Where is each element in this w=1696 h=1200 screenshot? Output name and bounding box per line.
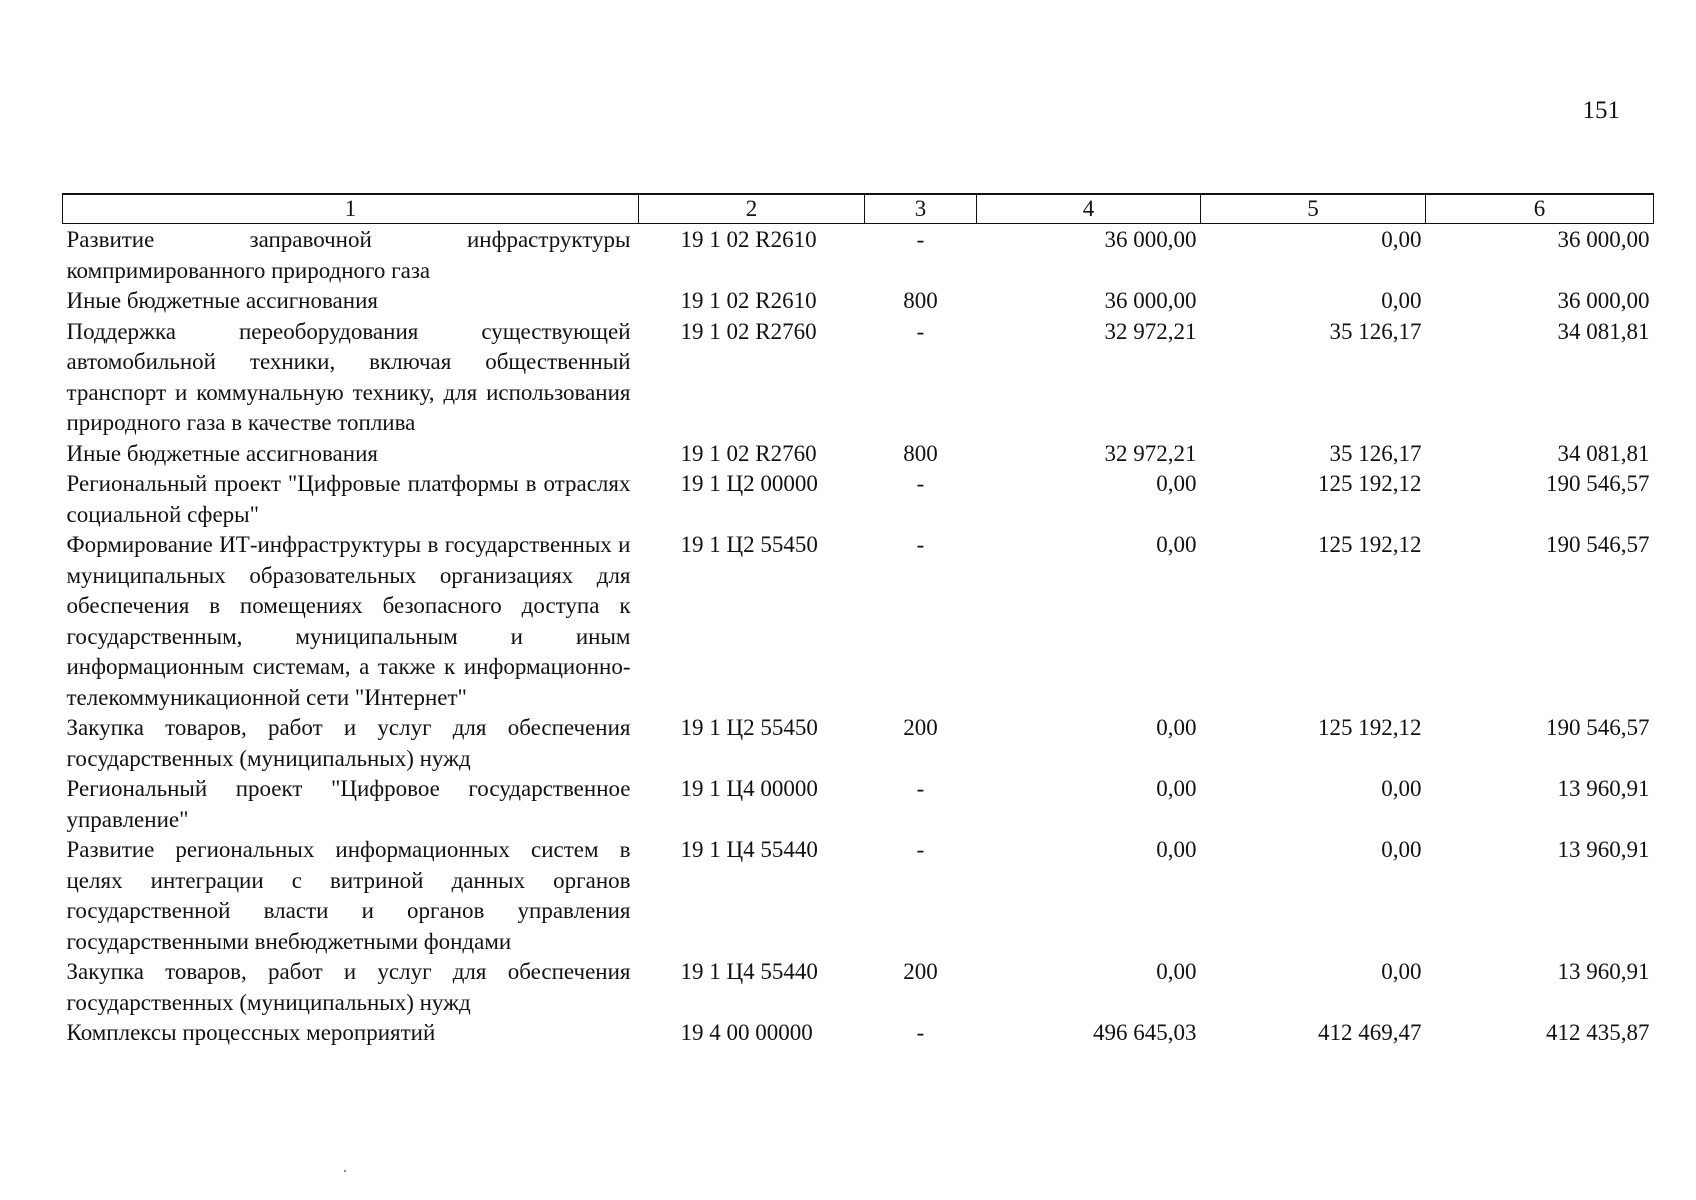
- row-code: 19 1 02 R2760: [680, 318, 817, 344]
- row-value-4: 496 645,03: [1093, 1020, 1197, 1045]
- row-code: 19 1 02 R2760: [680, 440, 817, 466]
- table-row: [63, 1018, 1654, 1049]
- header-col-1: 1: [63, 194, 639, 224]
- row-value-6: 190 546,57: [1546, 532, 1650, 557]
- header-col-2: 2: [639, 194, 865, 224]
- row-value-4: 32 972,21: [1104, 318, 1197, 344]
- row-code: 19 4 00 00000: [680, 1020, 813, 1045]
- row-value-6: 190 546,57: [1546, 471, 1650, 496]
- table-row: [63, 774, 1654, 835]
- row-type: -: [916, 471, 925, 496]
- row-value-5: 125 192,12: [1318, 715, 1422, 740]
- page-number: 151: [1582, 97, 1620, 124]
- row-value-6: 13 960,91: [1557, 837, 1650, 862]
- table-header: [63, 194, 1654, 224]
- row-value-4: 0,00: [1156, 959, 1197, 984]
- row-value-5: 412 469,47: [1318, 1020, 1422, 1045]
- row-value-5: 125 192,12: [1318, 471, 1422, 496]
- row-code: 19 1 Ц4 55440: [680, 837, 818, 862]
- row-code: 19 1 Ц4 55440: [680, 959, 818, 984]
- row-type: 800: [903, 440, 938, 466]
- scan-speck: [344, 1170, 346, 1172]
- row-value-5: 0,00: [1381, 227, 1422, 252]
- row-value-4: 32 972,21: [1104, 440, 1197, 466]
- table-row: [63, 530, 1654, 713]
- row-type: -: [916, 1020, 925, 1045]
- row-code: 19 1 02 R2610: [680, 288, 817, 313]
- row-value-4: 36 000,00: [1104, 227, 1197, 252]
- row-value-5: 0,00: [1381, 837, 1422, 862]
- row-name: Формирование ИТ-инфраструктуры в государственных и муниципальных образовательных организациях для обеспечения в помещениях безопасного доступа к государственным, муниципальным и иным информационным системам, а также к информационно-телекоммуникационной сети "Интернет": [66, 532, 631, 710]
- row-name: Региональный проект "Цифровые платформы в отраслях социальной сферы": [66, 471, 631, 527]
- table-row: [63, 224, 1654, 287]
- row-value-6: 36 000,00: [1557, 288, 1650, 313]
- row-name: Иные бюджетные ассигнования: [66, 288, 378, 313]
- row-value-4: 0,00: [1156, 715, 1197, 740]
- row-value-5: 0,00: [1381, 959, 1422, 984]
- row-value-6: 13 960,91: [1557, 776, 1650, 801]
- row-value-6: 412 435,87: [1546, 1020, 1650, 1045]
- row-code: 19 1 Ц4 00000: [680, 776, 818, 801]
- header-col-5: 5: [1201, 194, 1426, 224]
- row-name: Развитие региональных информационных систем в целях интеграции с витриной данных органов государственной власти и органов управления государственными внебюджетными фондами: [66, 837, 631, 954]
- row-code: 19 1 02 R2610: [680, 227, 817, 252]
- row-type: -: [916, 318, 925, 344]
- row-value-4: 0,00: [1156, 837, 1197, 862]
- table-row: [63, 317, 1654, 439]
- row-value-4: 36 000,00: [1104, 288, 1197, 313]
- row-value-4: 0,00: [1156, 776, 1197, 801]
- row-code: 19 1 Ц2 55450: [680, 532, 818, 557]
- header-col-6: 6: [1426, 194, 1654, 224]
- row-name: Закупка товаров, работ и услуг для обеспечения государственных (муниципальных) нужд: [66, 959, 631, 1015]
- row-value-6: 190 546,57: [1546, 715, 1650, 740]
- row-value-5: 35 126,17: [1329, 318, 1422, 344]
- header-col-3: 3: [865, 194, 977, 224]
- table-row: [63, 469, 1654, 530]
- row-type: -: [916, 837, 925, 862]
- row-code: 19 1 Ц2 00000: [680, 471, 818, 496]
- row-value-6: 34 081,81: [1557, 318, 1650, 344]
- row-value-4: 0,00: [1156, 532, 1197, 557]
- table-row: [63, 439, 1654, 470]
- row-type: -: [916, 776, 925, 801]
- row-type: -: [916, 227, 925, 252]
- row-value-4: 0,00: [1156, 471, 1197, 496]
- row-name: Поддержка переоборудования существующей автомобильной техники, включая общественный транспорт и коммунальную технику, для использования природного газа в качестве топлива: [66, 318, 631, 435]
- header-col-4: 4: [977, 194, 1201, 224]
- row-name: Региональный проект "Цифровое государственное управление": [66, 776, 631, 832]
- table-row: [63, 286, 1654, 317]
- table-row: [63, 957, 1654, 1018]
- row-type: 800: [903, 288, 938, 313]
- row-code: 19 1 Ц2 55450: [680, 715, 818, 740]
- row-name: Комплексы процессных мероприятий: [66, 1020, 436, 1045]
- row-type: -: [916, 532, 925, 557]
- table-row: [63, 713, 1654, 774]
- row-value-6: 13 960,91: [1557, 959, 1650, 984]
- budget-table: [62, 193, 1654, 1049]
- row-value-6: 34 081,81: [1557, 440, 1650, 466]
- row-value-5: 125 192,12: [1318, 532, 1422, 557]
- row-name: Развитие заправочной инфраструктуры компримированного природного газа: [66, 227, 631, 283]
- row-value-5: 0,00: [1381, 776, 1422, 801]
- table-row: [63, 835, 1654, 957]
- row-value-6: 36 000,00: [1557, 227, 1650, 252]
- row-type: 200: [903, 715, 938, 740]
- row-value-5: 0,00: [1381, 288, 1422, 313]
- row-type: 200: [903, 959, 938, 984]
- row-value-5: 35 126,17: [1329, 440, 1422, 466]
- row-name: Закупка товаров, работ и услуг для обеспечения государственных (муниципальных) нужд: [66, 715, 631, 771]
- row-name: Иные бюджетные ассигнования: [66, 440, 378, 466]
- table-body: [63, 224, 1654, 1049]
